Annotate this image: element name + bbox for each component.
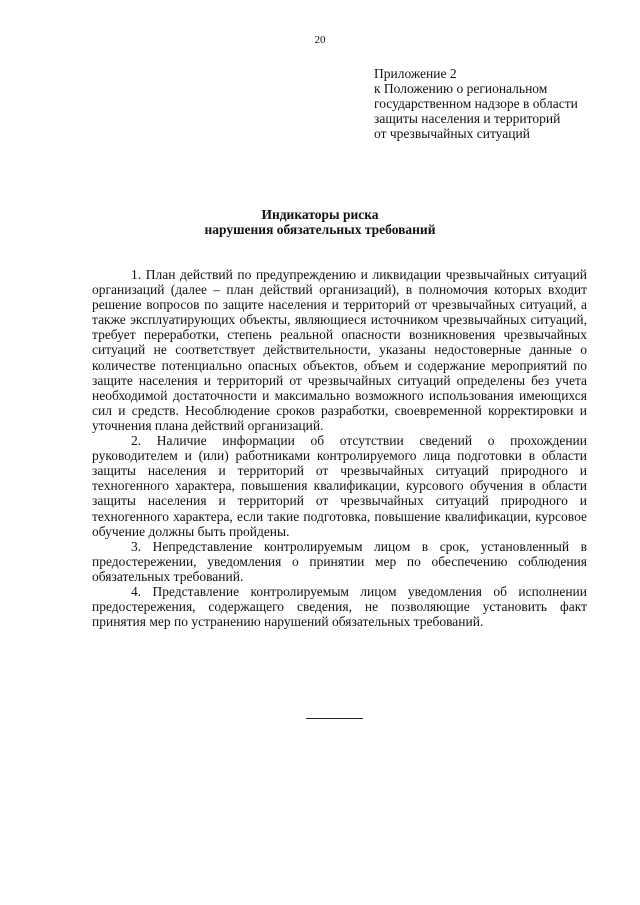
paragraph-3: 3. Непредставление контролируемым лицом в срок, установленный в предостережении, уведомления о принятии мер по обеспечению соблюдения обязательных требований. [92,538,587,584]
page-number: 20 [314,34,326,46]
appendix-line: защиты населения и территорий [374,111,561,126]
end-separator-line [306,718,363,719]
document-title [0,207,640,237]
paragraph-1: 1. План действий по предупреждению и ликвидации чрезвычайных ситуаций организаций (далее – план действий организаций), в полномочия которых входит решение вопросов по защите населения и территорий от чрезвычайных ситуаций, а также эксплуатирующих объекты, являющиеся источником чрезвычайных ситуаций, требует переработки, степень реальной опасности возникновения чрезвычайных ситуаций не соответствует действительности, указаны недостоверные данные о количестве потенциально опасных объектов, объем и содержание мероприятий по защите населения и территорий от чрезвычайных ситуаций определены без учета необходимой достаточности и максимально возможного использования имеющихся сил и средств. Несоблюдение сроков разработки, своевременной корректировки и уточнения плана действий организаций. [92,267,587,433]
appendix-line: к Положению о региональном [374,81,548,96]
appendix-line: от чрезвычайных ситуаций [374,126,530,141]
title-line: Индикаторы риска [261,207,379,222]
document-body [92,267,587,629]
appendix-header [374,66,614,141]
appendix-line: Приложение 2 [374,66,457,81]
title-line: нарушения обязательных требований [204,222,436,237]
paragraph-2: 2. Наличие информации об отсутствии сведений о прохождении руководителем и (или) работниками контролируемого лица подготовки в области защиты населения и территорий от чрезвычайных ситуаций природного и техногенного характера, повышения квалификации, курсового обучения в области защиты населения и территорий от чрезвычайных ситуаций природного и техногенного характера, если такие подготовка, повышение квалификации, курсовое обучение должны быть пройдены. [92,433,587,539]
appendix-line: государственном надзоре в области [374,96,578,111]
paragraph-4: 4. Представление контролируемым лицом уведомления об исполнении предостережения, содержащего сведения, не позволяющие установить факт принятия мер по устранению нарушений обязательных требований. [92,583,587,630]
